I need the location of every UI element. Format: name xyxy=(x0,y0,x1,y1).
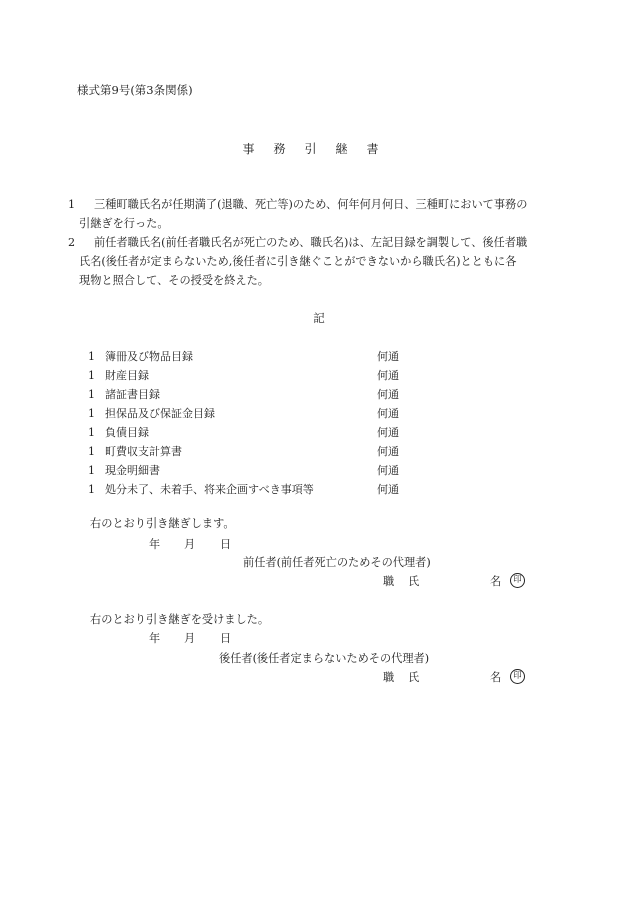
ki-label: 記 xyxy=(313,311,325,325)
paragraph-1-number: 1 xyxy=(68,198,76,211)
item-number: 1 xyxy=(88,369,95,382)
paragraph-1-line-1: 三種町職氏名が任期満了(退職、死亡等)のため、何年何月何日、三種町において事務の xyxy=(94,198,528,211)
receipt-date-day: 日 xyxy=(220,632,232,645)
item-number: 1 xyxy=(88,426,95,439)
successor-mei: 名 xyxy=(490,671,502,684)
item-name: 処分未了、未着手、将来企画すべき事項等 xyxy=(105,483,314,496)
list-item xyxy=(88,484,418,503)
seal-icon xyxy=(510,573,525,588)
successor-shi: 氏 xyxy=(408,671,420,684)
item-list xyxy=(88,351,418,503)
item-name: 町費収支計算書 xyxy=(105,445,182,458)
receipt-date-year: 年 xyxy=(149,632,161,645)
list-item xyxy=(88,408,418,427)
list-item xyxy=(88,427,418,446)
seal-label: 印 xyxy=(510,669,525,684)
handover-date-month: 月 xyxy=(184,538,196,551)
item-number: 1 xyxy=(88,388,95,401)
item-quantity: 何通 xyxy=(377,426,399,439)
paragraph-2-line-2: 氏名(後任者が定まらないため,後任者に引き継ぐことができないから職氏名)とともに各 xyxy=(79,255,517,268)
handover-statement: 右のとおり引き継ぎします。 xyxy=(90,517,235,530)
paragraph-2-line-3: 現物と照合して、その授受を終えた。 xyxy=(79,274,269,287)
item-number: 1 xyxy=(88,445,95,458)
handover-date-day: 日 xyxy=(220,538,232,551)
item-quantity: 何通 xyxy=(377,350,399,363)
item-number: 1 xyxy=(88,483,95,496)
receipt-date-month: 月 xyxy=(184,632,196,645)
item-name: 諸証書目録 xyxy=(105,388,160,401)
item-quantity: 何通 xyxy=(377,388,399,401)
predecessor-shi: 氏 xyxy=(408,575,420,588)
form-number: 様式第9号(第3条関係) xyxy=(77,83,193,97)
receipt-statement: 右のとおり引き継ぎを受けました。 xyxy=(90,613,270,626)
item-quantity: 何通 xyxy=(377,369,399,382)
item-number: 1 xyxy=(88,350,95,363)
item-quantity: 何通 xyxy=(377,445,399,458)
list-item xyxy=(88,389,418,408)
handover-date-year: 年 xyxy=(149,538,161,551)
item-name: 担保品及び保証金目録 xyxy=(105,407,215,420)
successor-role: 後任者(後任者定まらないためその代理者) xyxy=(219,652,430,665)
list-item xyxy=(88,370,418,389)
item-name: 現金明細書 xyxy=(105,464,160,477)
document-title: 事務引継書 xyxy=(242,142,398,156)
list-item xyxy=(88,465,418,484)
seal-label: 印 xyxy=(510,573,525,588)
predecessor-role: 前任者(前任者死亡のためその代理者) xyxy=(243,556,431,569)
item-quantity: 何通 xyxy=(377,407,399,420)
predecessor-mei: 名 xyxy=(490,575,502,588)
item-name: 簿冊及び物品目録 xyxy=(105,350,193,363)
item-name: 財産目録 xyxy=(105,369,149,382)
item-number: 1 xyxy=(88,407,95,420)
paragraph-1-line-2: 引継ぎを行った。 xyxy=(79,217,169,230)
successor-shoku: 職 xyxy=(383,671,395,684)
paragraph-2-number: 2 xyxy=(68,236,76,249)
item-name: 負債目録 xyxy=(105,426,149,439)
list-item xyxy=(88,446,418,465)
predecessor-shoku: 職 xyxy=(383,575,395,588)
paragraph-2-line-1: 前任者職氏名(前任者職氏名が死亡のため、職氏名)は、左記目録を調製して、後任者職 xyxy=(94,236,528,249)
seal-icon xyxy=(510,669,525,684)
item-quantity: 何通 xyxy=(377,483,399,496)
list-item xyxy=(88,351,418,370)
item-quantity: 何通 xyxy=(377,464,399,477)
item-number: 1 xyxy=(88,464,95,477)
